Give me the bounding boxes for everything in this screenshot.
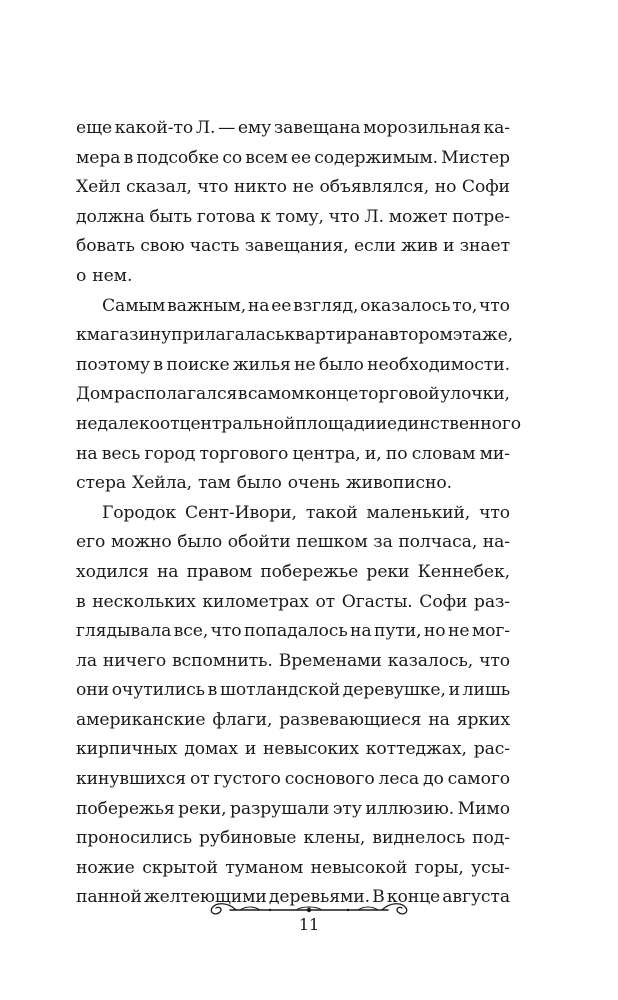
- text-line: мера в подсобке со всем ее содержимым. Мистер: [76, 147, 510, 168]
- page-number: 11: [298, 915, 320, 934]
- text-line: они очутились в шотландской деревушке, и лишь: [76, 680, 510, 701]
- text-line: американские флаги, развевающиеся на ярких: [76, 709, 510, 730]
- text-line: панной желтеющими деревьями. В конце августа: [76, 887, 510, 908]
- text-line: Городок Сент-Ивори, такой маленький, что: [102, 502, 510, 523]
- text-line: в нескольких километрах от Огасты. Софи раз-: [76, 591, 510, 612]
- text-line: его можно было обойти пешком за полчаса, на-: [76, 532, 510, 553]
- page-footer: [200, 900, 418, 936]
- body-text: [76, 114, 522, 913]
- text-line: еще какой-то Л. — ему завещана морозильная ка-: [76, 118, 510, 138]
- text-line: о нем.: [76, 265, 133, 286]
- text-line: стера Хейла, там было очень живописно.: [76, 473, 453, 494]
- text-line: ходился на правом побережье реки Кеннебек,: [76, 561, 510, 582]
- text-line: ножие скрытой туманом невысокой горы, усы-: [76, 857, 510, 878]
- text-line: глядывала все, что попадалось на пути, но не мог-: [76, 621, 510, 642]
- text-line: Дом располагался в самом конце торговой улочки,: [76, 384, 510, 405]
- text-line: должна быть готова к тому, что Л. может потре-: [76, 206, 510, 227]
- text-line: ла ничего вспомнить. Временами казалось, что: [76, 650, 510, 671]
- text-line: на весь город торгового центра, и, по словам ми-: [76, 443, 510, 464]
- text-line: проносились рубиновые клены, виднелось под-: [76, 828, 510, 849]
- text-line: поэтому в поиске жилья не было необходимости.: [76, 354, 510, 375]
- text-line: недалеко от центральной площади и единственного: [76, 413, 522, 434]
- text-line: Самым важным, на ее взгляд, оказалось то, что: [102, 295, 510, 316]
- text-line: Хейл сказал, что никто не объявлялся, но Софи: [76, 177, 510, 198]
- text-line: кинувшихся от густого соснового леса до самого: [76, 769, 510, 790]
- text-line: побережья реки, разрушали эту иллюзию. Мимо: [76, 798, 510, 819]
- text-line: к магазину прилагалась квартира на втором этаже,: [76, 325, 514, 346]
- text-line: кирпичных домах и невысоких коттеджах, рас-: [76, 739, 510, 760]
- text-line: бовать свою часть завещания, если жив и знает: [76, 236, 510, 257]
